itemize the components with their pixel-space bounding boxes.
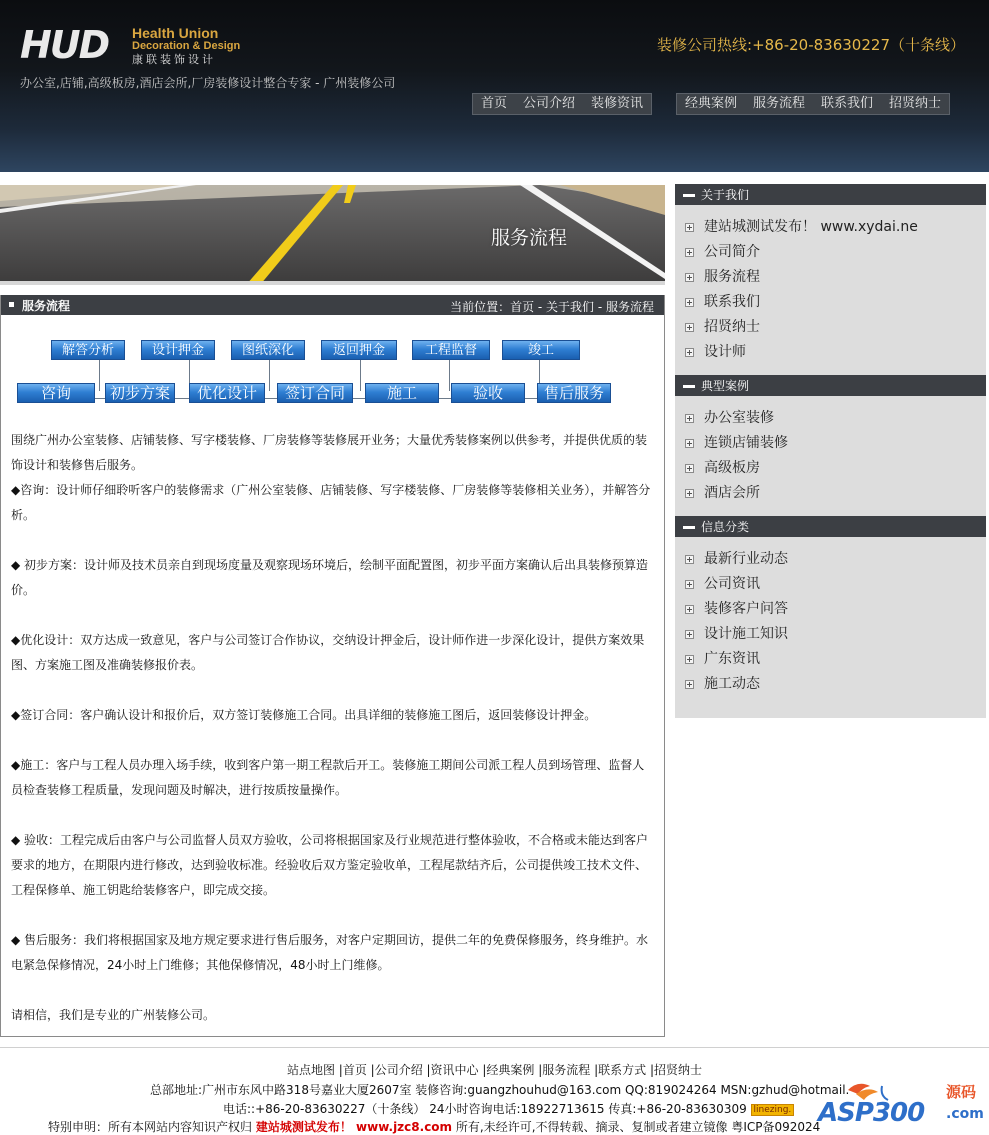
site-logo[interactable]	[20, 24, 250, 68]
plus-box-icon	[685, 655, 694, 664]
flow-connector	[269, 360, 270, 391]
flow-step-optimize-design: 优化设计	[189, 383, 265, 403]
flow-step-design-deposit: 设计押金	[141, 340, 215, 360]
footer-phone-text: 电话::+86-20-83630227（十条线） 24小时咨询电话:18922713615 传真:+86-20-83630309	[223, 1102, 747, 1116]
acceptance-paragraph: ◆ 验收：工程完成后由客户与公司监督人员双方验收，公司将根据国家及行业规范进行整体验收，不合格或未能达到客户要求的地方，在期限内进行修改，达到验收标准。经验收后双方鉴定验收单，工程尾款结齐后，公司提供竣工技术文件、工程保修单、施工钥匙给装修客户，即完成交接。	[11, 833, 649, 897]
closing-paragraph: 请相信，我们是专业的广州装修公司。	[11, 1008, 216, 1022]
sidebar-item-industry-news[interactable]	[675, 547, 986, 572]
sidebar-item-label: 装修客户问答	[704, 601, 788, 617]
flow-connector	[360, 360, 361, 391]
logo-mark: HUD	[20, 23, 109, 67]
flow-step-refund-deposit: 返回押金	[321, 340, 397, 360]
sidebar-item-design-knowledge[interactable]	[675, 622, 986, 647]
flow-step-answer-analysis: 解答分析	[51, 340, 125, 360]
plus-box-icon	[685, 464, 694, 473]
flow-step-preliminary-plan: 初步方案	[105, 383, 175, 403]
sidebar-item-label: 办公室装修	[704, 410, 774, 426]
flow-step-supervision: 工程监督	[412, 340, 490, 360]
sidebar-item-designers[interactable]	[675, 340, 986, 365]
asp300-com: .com	[946, 1106, 984, 1122]
sidebar-item-premium-board[interactable]	[675, 456, 986, 481]
flow-connector	[265, 398, 277, 399]
sign-contract-paragraph: ◆签订合同：客户确认设计和报价后，双方签订装修施工合同。出具详细的装修施工图后，返回装修设计押金。	[11, 708, 597, 722]
plus-box-icon	[685, 414, 694, 423]
sidebar-item-label: 广东资讯	[704, 651, 760, 667]
sidebar-item-contact-us[interactable]	[675, 290, 986, 315]
breadcrumb: 当前位置：首页 - 关于我们 - 服务流程	[450, 300, 654, 314]
logo-english-line2: Decoration & Design	[132, 40, 241, 52]
content-title: 服务流程	[22, 299, 71, 313]
sidebar-item-chain-store[interactable]	[675, 431, 986, 456]
square-bullet-icon	[9, 302, 14, 307]
footer-phone	[223, 1100, 794, 1117]
minus-icon	[683, 385, 695, 388]
sidebar-item-company-news[interactable]	[675, 572, 986, 597]
preliminary-plan-paragraph: ◆ 初步方案：设计师及技术员亲自到现场度量及观察现场环境后，绘制平面配置图，初步平面方案确认后出具装修预算造价。	[11, 558, 649, 597]
plus-box-icon	[685, 605, 694, 614]
logo-chinese-name: 康联装饰设计	[132, 53, 216, 66]
sidebar-item-label: 公司资讯	[704, 576, 760, 592]
plus-box-icon	[685, 439, 694, 448]
sidebar-item-hotel-club[interactable]	[675, 481, 986, 506]
nav-home[interactable]: 首页	[481, 96, 508, 111]
plus-box-icon	[685, 630, 694, 639]
after-sales-paragraph: ◆ 售后服务：我们将根据国家及地方规定要求进行售后服务，对客户定期回访，提供二年的免费保修服务，终身维护。水电紧急保修情况，24小时上门维修；其他保修情况，48小时上门维修。	[11, 933, 649, 972]
flow-step-consult: 咨询	[17, 383, 95, 403]
flow-step-drawing-deepen: 图纸深化	[231, 340, 305, 360]
sidebar-list-info	[675, 537, 986, 707]
construction-paragraph: ◆施工：客户与工程人员办理入场手续，收到客户第一期工程款后开工。装修施工期间公司派工程人员到场管理、监督人员检查装修工程质量，发现问题及时解决，进行按质按量操作。	[11, 758, 645, 797]
sidebar-item-label: 招贤纳士	[704, 319, 760, 335]
sidebar-list-cases	[675, 396, 986, 516]
sidebar-list-about	[675, 205, 986, 375]
stats-badge[interactable]: linezing.	[751, 1104, 795, 1116]
sidebar-item-label: 服务流程	[704, 269, 760, 285]
footer-notice	[48, 1118, 820, 1135]
site-header	[0, 0, 989, 172]
sidebar-item-label: 公司简介	[704, 244, 760, 260]
sidebar-item-office[interactable]	[675, 406, 986, 431]
sidebar-title-about: 关于我们	[701, 188, 750, 202]
sidebar	[675, 184, 986, 718]
flow-connector	[449, 360, 450, 391]
service-flow-diagram	[15, 340, 615, 410]
plus-box-icon	[685, 248, 694, 257]
sidebar-item-construction-news[interactable]	[675, 672, 986, 697]
flow-step-after-sales: 售后服务	[537, 383, 611, 403]
sidebar-header-info	[675, 516, 986, 537]
plus-box-icon	[685, 323, 694, 332]
flow-step-construction: 施工	[365, 383, 439, 403]
nav-classic-cases[interactable]: 经典案例	[685, 96, 738, 111]
footer-address: 总部地址:广州市东风中路318号嘉业大厦2607室 装修咨询:guangzhouhud@163.com QQ:819024264 MSN:gzhud@hotmail.	[150, 1083, 850, 1097]
sidebar-item-label: 连锁店铺装修	[704, 435, 788, 451]
minus-icon	[683, 526, 695, 529]
flow-step-completion: 竣工	[502, 340, 580, 360]
sidebar-header-about	[675, 184, 986, 205]
asp300-logo[interactable]	[818, 1080, 983, 1132]
sidebar-item-label: 设计施工知识	[704, 626, 788, 642]
flow-connector	[175, 398, 189, 399]
sidebar-item-customer-qa[interactable]	[675, 597, 986, 622]
main-content-panel	[0, 295, 665, 1037]
nav-company-intro[interactable]: 公司介绍	[523, 96, 576, 111]
flow-connector	[99, 360, 100, 391]
hotline-text: 装修公司热线:+86-20-83630227（十条线）	[657, 36, 965, 54]
sidebar-item-label: 联系我们	[704, 294, 760, 310]
sidebar-item-recruitment[interactable]	[675, 315, 986, 340]
notice-site-link[interactable]: 建站城测试发布！ www.jzc8.com	[255, 1120, 453, 1134]
nav-recruitment[interactable]: 招贤纳士	[889, 96, 942, 111]
sidebar-header-cases	[675, 375, 986, 396]
content-header-bar	[1, 295, 664, 315]
sidebar-item-label: 最新行业动态	[704, 551, 788, 567]
logo-english-line1: Health Union	[132, 25, 219, 41]
sidebar-item-label: 建站城测试发布！ www.xydai.ne	[704, 219, 918, 235]
page-banner	[0, 185, 665, 285]
asp300-cn: 源码	[946, 1083, 977, 1101]
flow-connector	[353, 398, 365, 399]
main-nav-group-1	[472, 93, 652, 115]
plus-box-icon	[685, 580, 694, 589]
sidebar-item-company-profile[interactable]	[675, 240, 986, 265]
plus-box-icon	[685, 555, 694, 564]
consult-paragraph: ◆咨询：设计师仔细聆听客户的装修需求（广州公室装修、店铺装修、写字楼装修、厂房装修等装修相关业务），并解答分析。	[11, 483, 651, 522]
plus-box-icon	[685, 680, 694, 689]
sidebar-item-guangdong-news[interactable]	[675, 647, 986, 672]
flow-connector	[525, 398, 537, 399]
flow-connector	[95, 398, 105, 399]
sidebar-item-test-post[interactable]	[675, 215, 986, 240]
nav-service-process[interactable]: 服务流程	[753, 96, 806, 111]
optimize-design-paragraph: ◆优化设计：双方达成一致意见，客户与公司签订合作协议，交纳设计押金后，设计师作进一步深化设计，提供方案效果图、方案施工图及准确装修报价表。	[11, 633, 645, 672]
sidebar-title-cases: 典型案例	[701, 379, 750, 393]
minus-icon	[683, 194, 695, 197]
plus-box-icon	[685, 348, 694, 357]
sidebar-item-label: 酒店会所	[704, 485, 760, 501]
asp300-wordmark: ASP300	[818, 1098, 925, 1128]
plus-box-icon	[685, 223, 694, 232]
flow-step-sign-contract: 签订合同	[277, 383, 353, 403]
main-nav-group-2	[676, 93, 950, 115]
sidebar-item-label: 高级板房	[704, 460, 760, 476]
sidebar-item-label: 设计师	[704, 344, 746, 360]
sidebar-item-service-process[interactable]	[675, 265, 986, 290]
plus-box-icon	[685, 489, 694, 498]
flow-step-acceptance: 验收	[451, 383, 525, 403]
notice-suffix: 所有,未经许可,不得转载、摘录、复制或者建立镜像 粤ICP备092024	[455, 1120, 821, 1134]
nav-decoration-news[interactable]: 装修资讯	[591, 96, 644, 111]
intro-paragraph: 围绕广州办公室装修、店铺装修、写字楼装修、厂房装修等装修展开业务；大量优秀装修案例以供参考，并提供优质的装饰设计和装修售后服务。	[11, 433, 648, 472]
flow-connector	[439, 398, 451, 399]
service-process-description	[11, 428, 653, 1028]
nav-contact-us[interactable]: 联系我们	[821, 96, 874, 111]
footer-links[interactable]: 站点地图 |首页 |公司介绍 |资讯中心 |经典案例 |服务流程 |联系方式 |招贤纳士	[286, 1063, 702, 1077]
plus-box-icon	[685, 298, 694, 307]
sidebar-title-info: 信息分类	[701, 520, 750, 534]
site-tagline: 办公室,店铺,高级板房,酒店会所,厂房装修设计整合专家 - 广州装修公司	[20, 76, 396, 90]
banner-title: 服务流程	[491, 227, 568, 249]
plus-box-icon	[685, 273, 694, 282]
notice-prefix: 特别申明：所有本网站内容知识产权归	[48, 1120, 253, 1134]
sidebar-item-label: 施工动态	[704, 676, 760, 692]
